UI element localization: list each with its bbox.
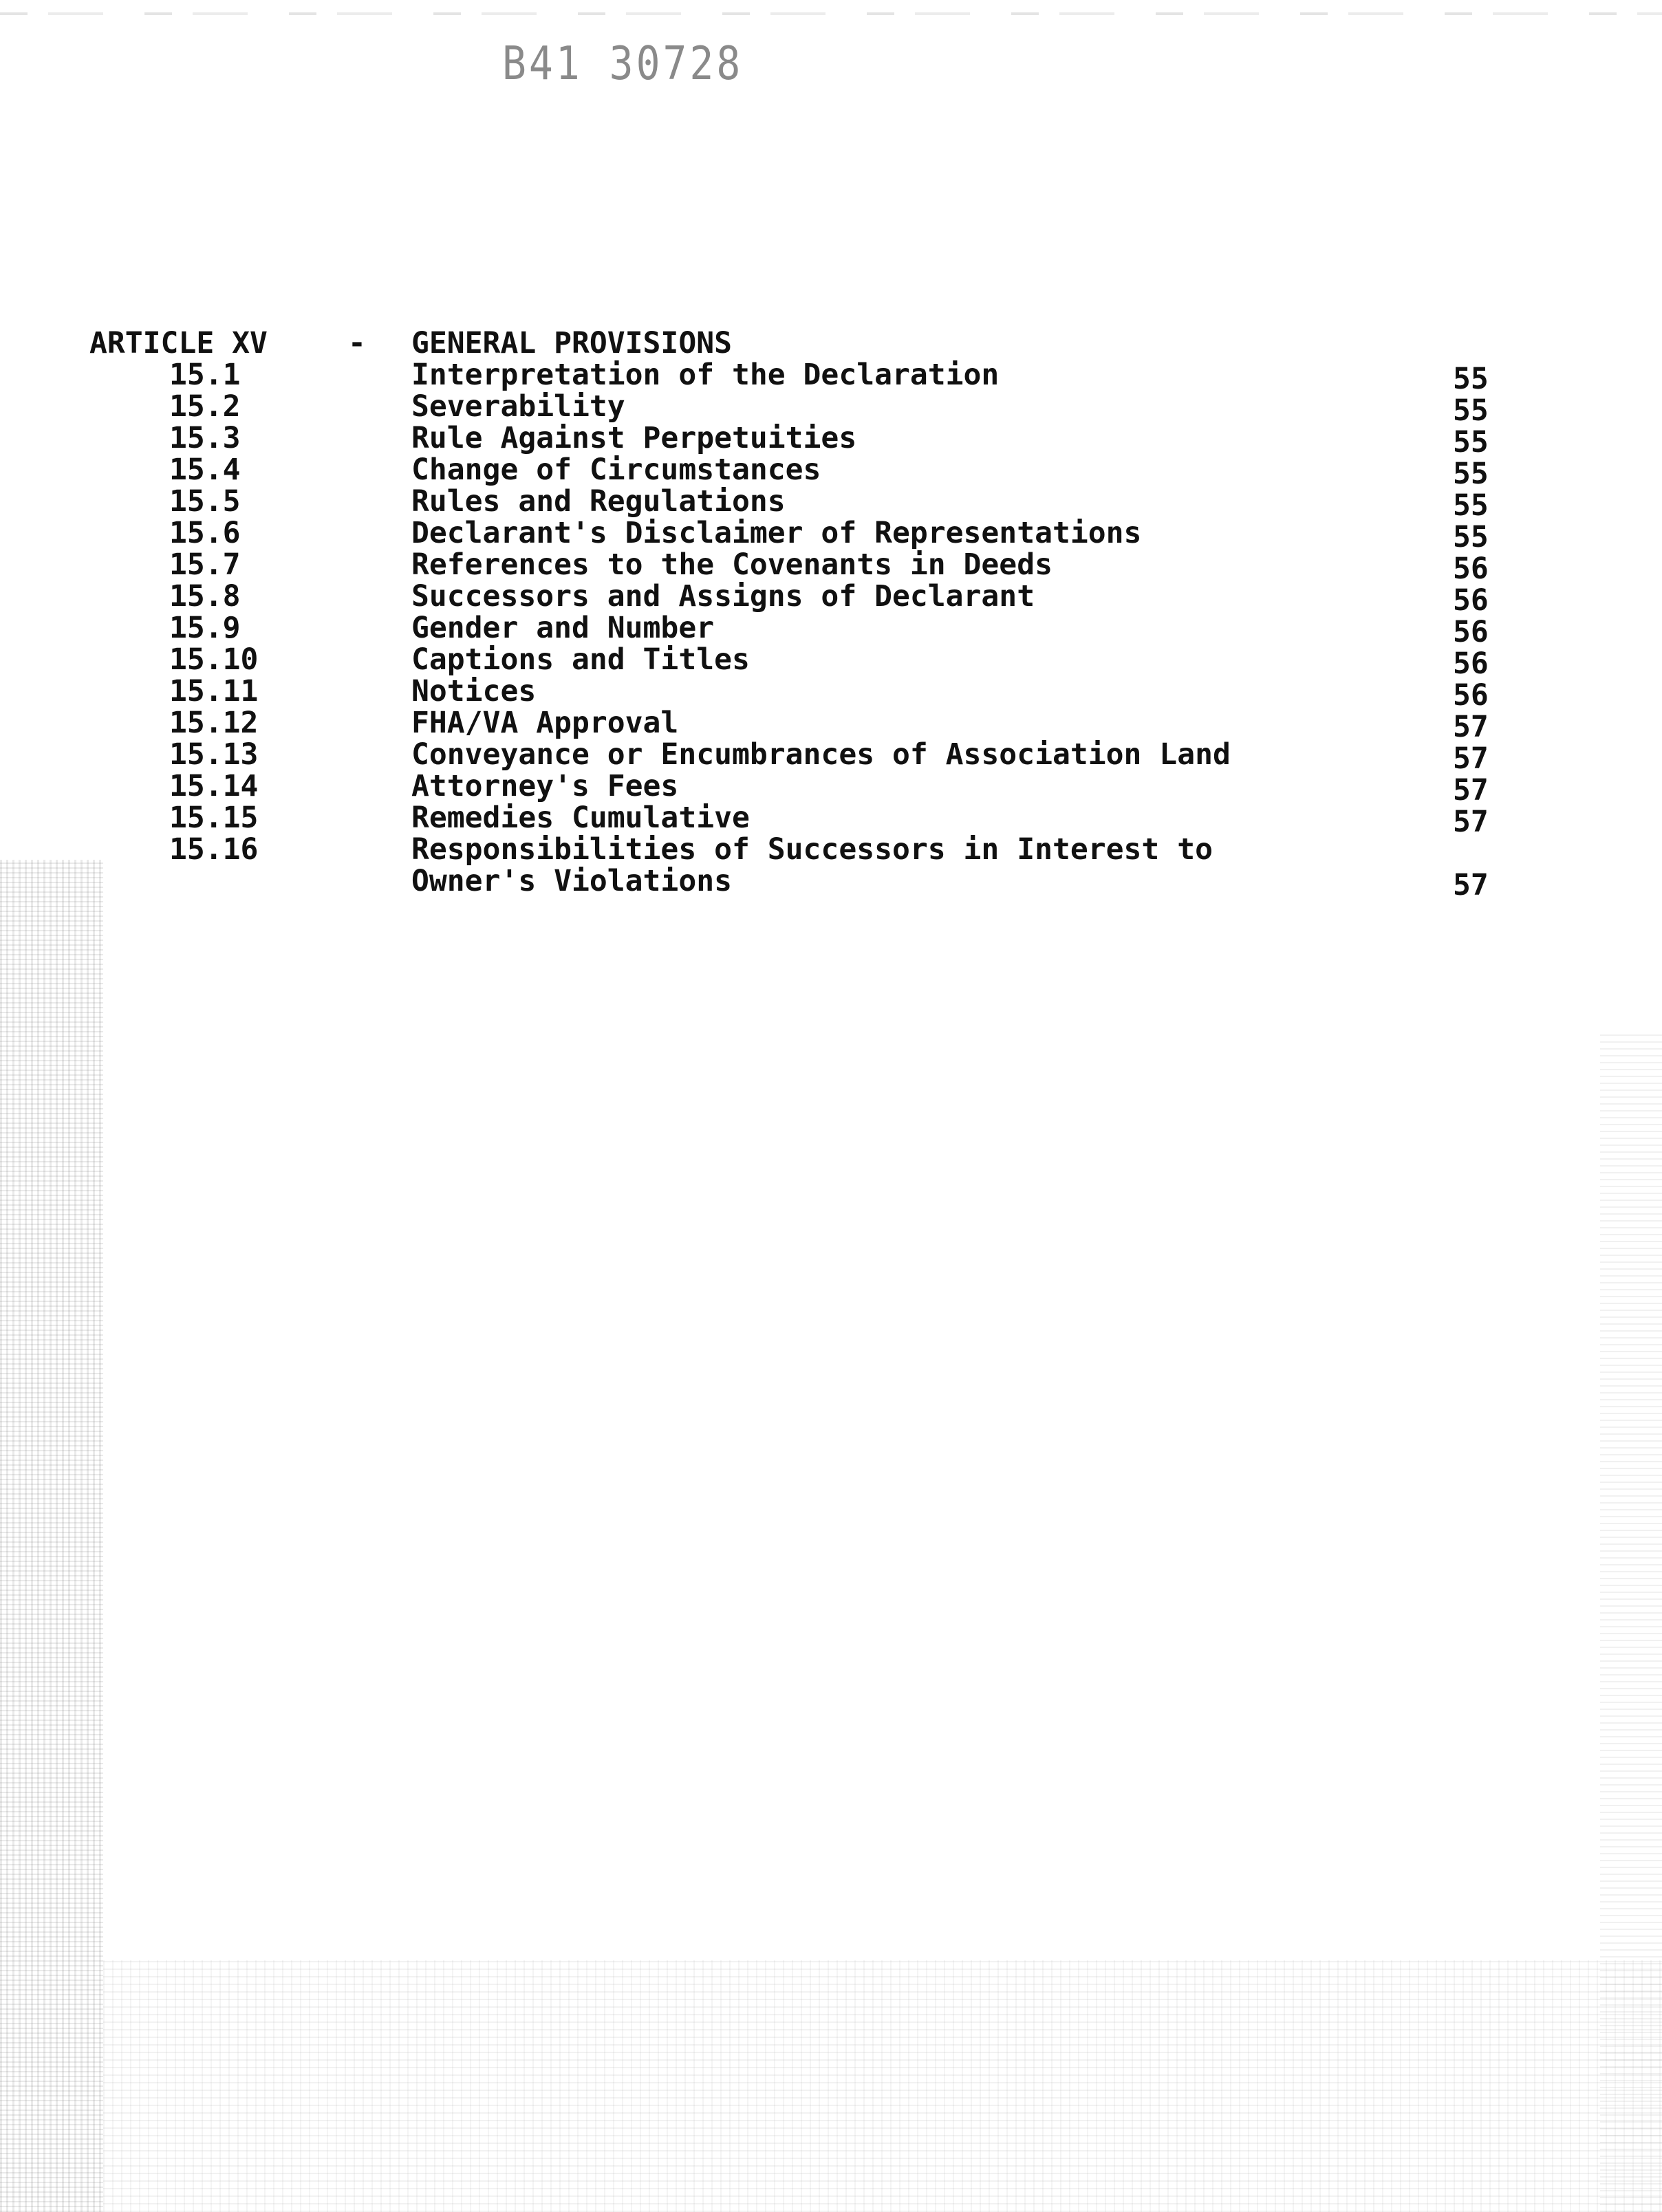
section-title: Severability: [411, 389, 625, 424]
section-number: 15.9: [169, 611, 241, 645]
section-title-continued: Owner's Violations: [411, 864, 732, 898]
page-number: 57: [1453, 741, 1489, 776]
section-title: Rules and Regulations: [411, 484, 786, 519]
toc-entry: [0, 611, 1662, 649]
section-number: 15.8: [169, 579, 241, 614]
page-number: 55: [1453, 488, 1489, 523]
section-number: 15.10: [169, 642, 259, 677]
section-title: Interpretation of the Declaration: [411, 358, 1000, 392]
section-number: 15.16: [169, 832, 259, 867]
document-stamp: B41 30728: [502, 36, 744, 91]
page-number: 56: [1453, 615, 1489, 649]
page-number: 57: [1453, 710, 1489, 744]
article-title: GENERAL PROVISIONS: [411, 326, 732, 360]
section-number: 15.2: [169, 389, 241, 424]
page-number: 57: [1453, 868, 1489, 902]
section-title: Rule Against Perpetuities: [411, 421, 857, 455]
article-dash: -: [348, 326, 366, 360]
scan-noise-bottom: [103, 1960, 1662, 2212]
section-title: Notices: [411, 674, 537, 708]
article-label: ARTICLE XV: [89, 326, 268, 360]
section-title: Declarant's Disclaimer of Representations: [411, 516, 1142, 550]
section-title: Successors and Assigns of Declarant: [411, 579, 1035, 614]
section-number: 15.13: [169, 737, 259, 772]
scan-noise-left: [0, 860, 103, 2212]
section-number: 15.4: [169, 453, 241, 487]
section-title: References to the Covenants in Deeds: [411, 547, 1053, 582]
article-heading-row: [0, 327, 1662, 359]
page-number: 55: [1453, 362, 1489, 396]
section-number: 15.14: [169, 769, 259, 803]
toc-entry: [0, 421, 1662, 459]
page-number: 56: [1453, 583, 1489, 618]
page-number: 55: [1453, 520, 1489, 554]
page-number: 57: [1453, 773, 1489, 807]
toc-entry: [0, 453, 1662, 491]
section-title: Change of Circumstances: [411, 453, 821, 487]
section-number: 15.11: [169, 674, 259, 708]
section-title: Attorney's Fees: [411, 769, 679, 803]
page-number: 56: [1453, 647, 1489, 681]
section-number: 15.3: [169, 421, 241, 455]
section-number: 15.15: [169, 801, 259, 835]
section-title: Remedies Cumulative: [411, 801, 750, 835]
section-number: 15.7: [169, 547, 241, 582]
toc-entry: [0, 737, 1662, 776]
toc-entry: [0, 834, 1662, 865]
page-number: 55: [1453, 457, 1489, 491]
page-number: 56: [1453, 552, 1489, 586]
page-number: 57: [1453, 805, 1489, 839]
toc-entry: [0, 516, 1662, 554]
section-number: 15.6: [169, 516, 241, 550]
section-number: 15.12: [169, 706, 259, 740]
page-number: 55: [1453, 425, 1489, 459]
toc-entry: [0, 706, 1662, 744]
toc-entry: [0, 769, 1662, 807]
toc-entry: [0, 358, 1662, 396]
section-number: 15.1: [169, 358, 241, 392]
scan-streak: [0, 12, 1662, 15]
section-title: Conveyance or Encumbrances of Association Land: [411, 737, 1231, 772]
toc-entry: [0, 484, 1662, 523]
toc-entry: [0, 547, 1662, 586]
toc-entry: [0, 674, 1662, 713]
toc-entry: [0, 579, 1662, 618]
page-number: 56: [1453, 678, 1489, 713]
toc-entry-continuation: [0, 864, 1662, 902]
section-title: Gender and Number: [411, 611, 715, 645]
toc-entry: [0, 642, 1662, 681]
toc-entry: [0, 389, 1662, 428]
section-title: Captions and Titles: [411, 642, 750, 677]
section-title: FHA/VA Approval: [411, 706, 679, 740]
page-number: 55: [1453, 393, 1489, 428]
toc-entry: [0, 801, 1662, 839]
section-number: 15.5: [169, 484, 241, 519]
section-title: Responsibilities of Successors in Interest to: [411, 832, 1213, 867]
